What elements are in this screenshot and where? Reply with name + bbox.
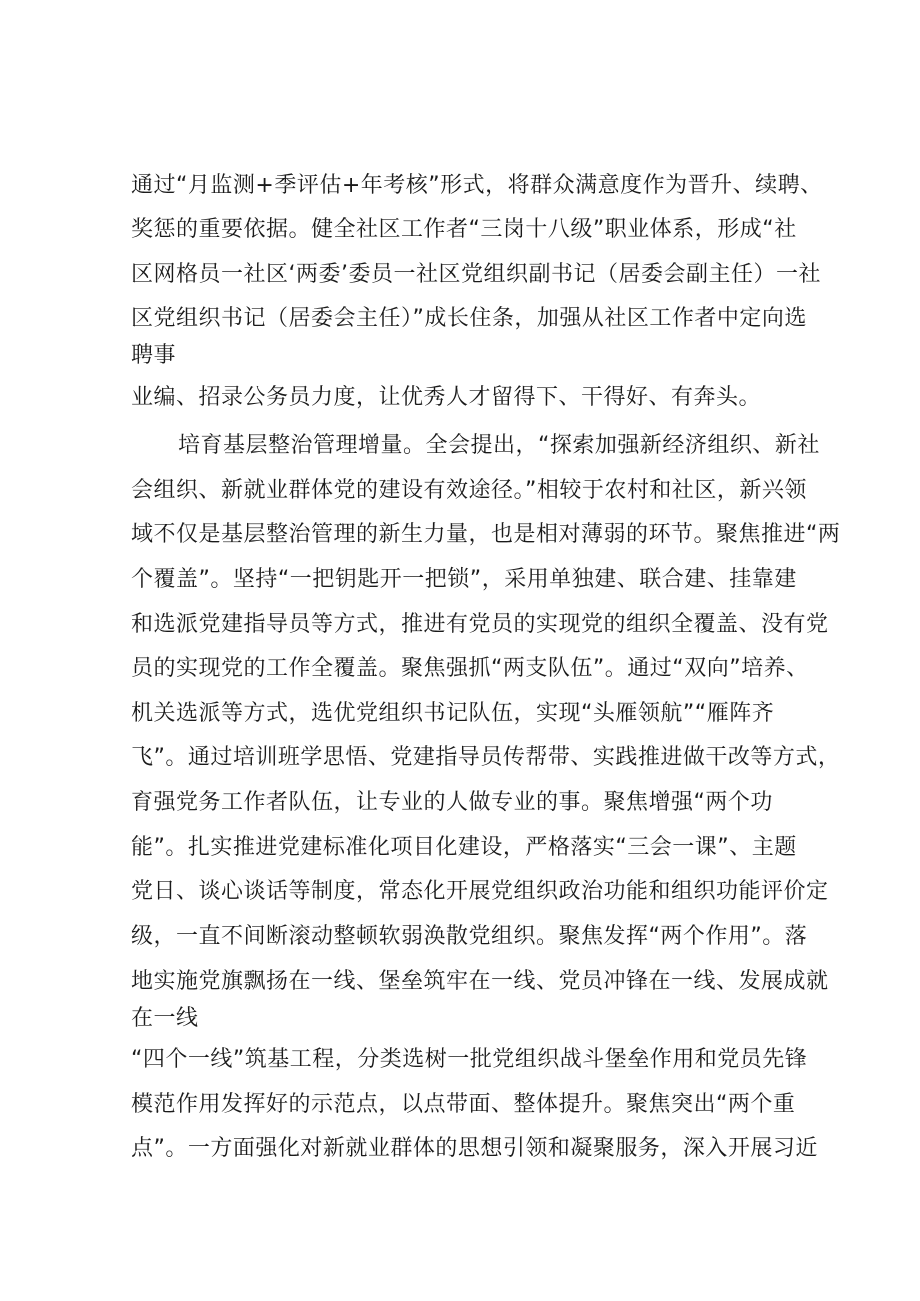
text-line: 能”。扎实推进党建标准化项目化建设，严格落实“三会一课”、主题	[131, 835, 797, 860]
text-line: 地实施党旗飘扬在一线、堡垒筑牢在一线、党员冲锋在一线、发展成就	[131, 969, 829, 994]
text-line: 区网格员一社区‘两委’委员一社区党组织副书记（居委会副主任）一社	[131, 262, 821, 287]
text-line: 培育基层整治管理增量。全会提出，“探索加强新经济组织、新社	[178, 433, 820, 458]
text-line: 在一线	[131, 1006, 199, 1031]
text-line: 机关选派等方式，选优党组织书记队伍，实现“头雁领航”“雁阵齐	[131, 701, 775, 726]
text-line: 育强党务工作者队伍，让专业的人做专业的事。聚焦增强“两个功	[131, 790, 773, 815]
text-line: “四个一线”筑基工程，分类选树一批党组织战斗堡垒作用和党员先锋	[131, 1047, 808, 1072]
text-line: 业编、招录公务员力度，让优秀人才留得下、干得好、有奔头。	[131, 385, 762, 410]
text-line: 和选派党建指导员等方式，推进有党员的实现党的组织全覆盖、没有党	[131, 612, 829, 637]
text-line: 奖惩的重要依据。健全社区工作者“三岗十八级”职业体系，形成“社	[131, 217, 797, 242]
text-line: 级，一直不间断滚动整顿软弱涣散党组织。聚焦发挥“两个作用”。落	[131, 924, 808, 949]
text-line: 域不仅是基层整治管理的新生力量，也是相对薄弱的环节。聚焦推进“两	[131, 522, 841, 547]
text-line: 模范作用发挥好的示范点，以点带面、整体提升。聚焦突出“两个重	[131, 1092, 796, 1117]
text-line: 党日、谈心谈话等制度，常态化开展党组织政治功能和组织功能评价定	[131, 879, 829, 904]
text-line: 区党组织书记（居委会主任）”成长住条，加强从社区工作者中定向选	[131, 306, 807, 331]
text-line: 聘事	[131, 343, 177, 368]
text-line: 点”。一方面强化对新就业群体的思想引领和凝聚服务，深入开展习近	[131, 1136, 818, 1161]
text-line: 会组织、新就业群体党的建设有效途径。”相较于农村和社区，新兴领	[131, 478, 807, 503]
text-line: 飞”。通过培训班学思悟、党建指导员传帮带、实践推进做干改等方式，	[131, 745, 841, 770]
text-line: 个覆盖”。坚持“一把钥匙开一把锁”，采用单独建、联合建、挂靠建	[131, 567, 797, 592]
text-line: 通过“月监测+季评估+年考核”形式，将群众满意度作为晋升、续聘、	[131, 173, 823, 198]
text-line: 员的实现党的工作全覆盖。聚焦强抓“两支队伍”。通过“双向”培养、	[131, 656, 809, 681]
